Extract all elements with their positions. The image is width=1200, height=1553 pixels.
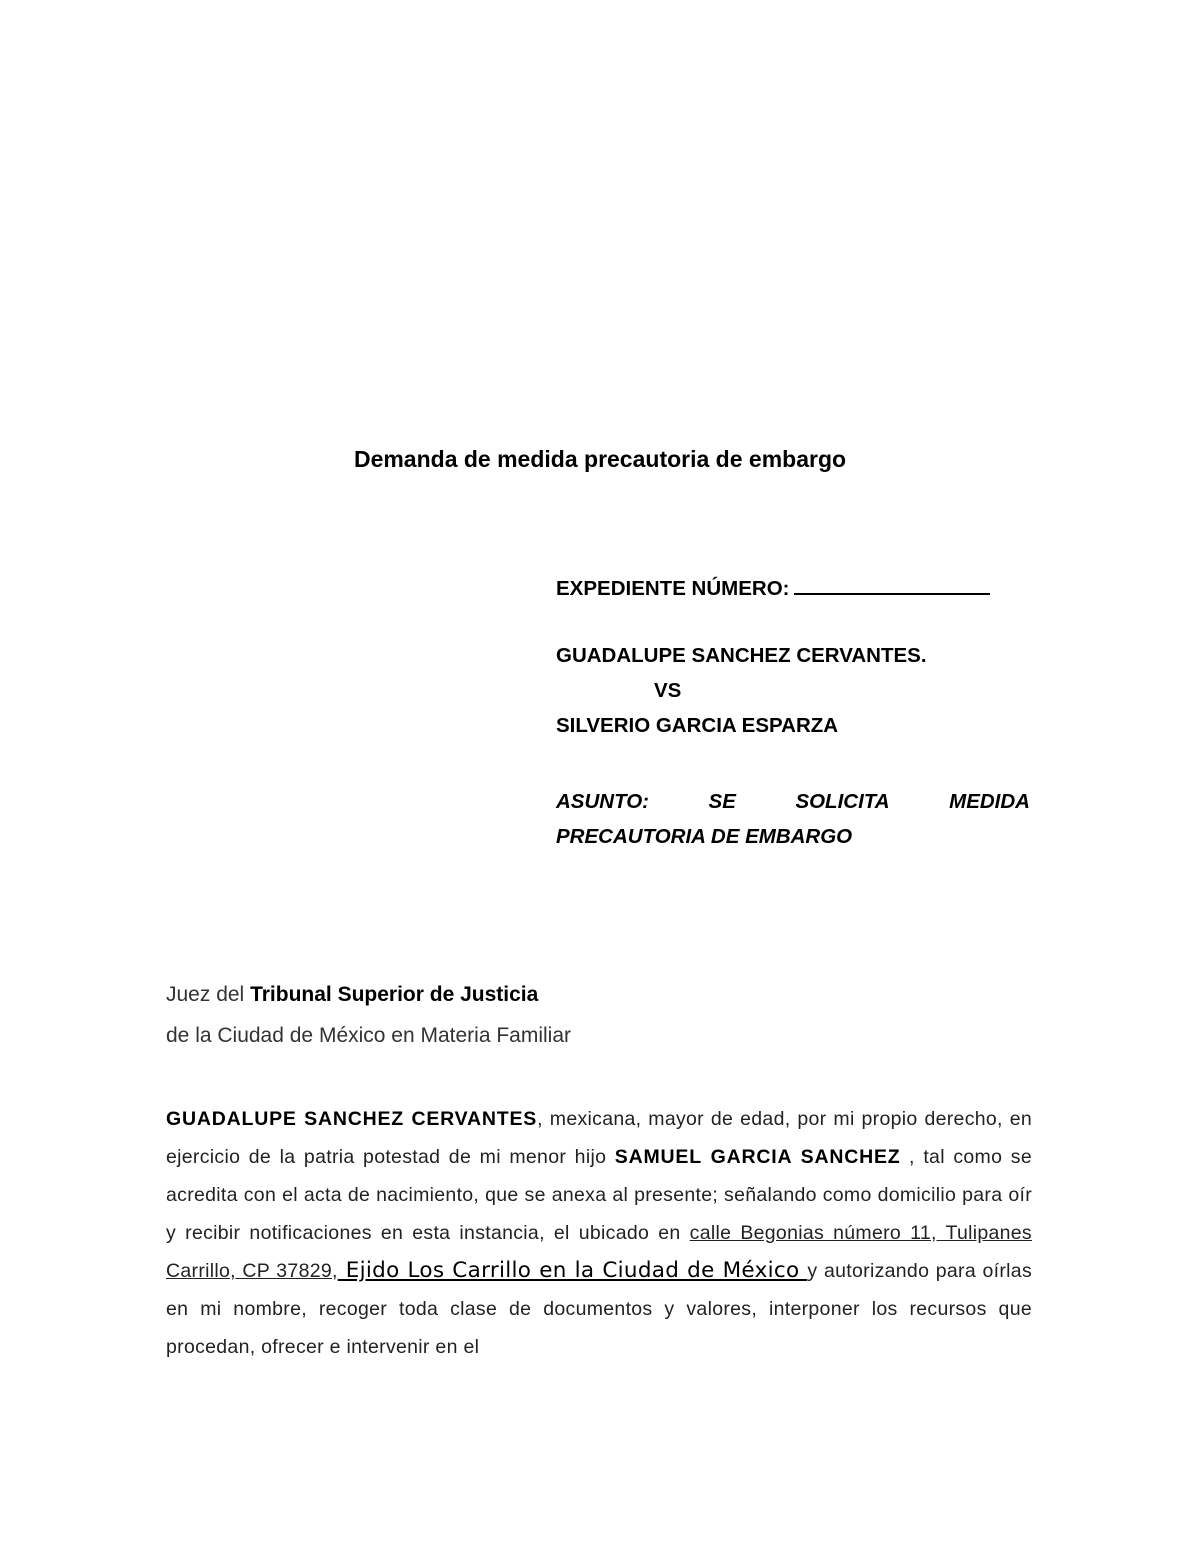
plaintiff-name-body: GUADALUPE SANCHEZ CERVANTES [166,1108,538,1130]
address-underlined: calle Begonias número 11, Tulipanes Carrillo, CP 37829, [166,1222,1032,1282]
plaintiff-name: GUADALUPE SANCHEZ CERVANTES. [556,644,927,667]
expediente-line [556,573,1030,602]
asunto-block [556,784,1030,854]
expediente-label: EXPEDIENTE NÚMERO: [556,577,790,600]
asunto-line-1 [556,784,1030,819]
defendant-name: SILVERIO GARCIA ESPARZA [556,714,839,737]
asunto-line-2: PRECAUTORIA DE EMBARGO [556,825,853,848]
addressee-line-2: de la Ciudad de México en Materia Familiar [166,1024,572,1047]
asunto-word: MEDIDA [949,790,1030,813]
body-paragraph [166,1100,1032,1366]
body-text-1: , mexicana, mayor de edad, por mi propio derecho, en ejercicio de la patria potestad de mi menor hijo [166,1108,1032,1168]
asunto-word: ASUNTO: [556,790,650,813]
minor-name: SAMUEL GARCIA SANCHEZ [614,1146,901,1168]
asunto-word: SE [708,790,736,813]
versus-label: VS [654,679,682,702]
body-text-3: y autorizando para oírlas en mi nombre, recoger toda clase de documentos y valores, interponer los recursos que procedan, ofrecer e intervenir en el [166,1260,1033,1358]
document-title: Demanda de medida precautoria de embargo [353,446,847,472]
addressee-prefix: Juez del [166,983,251,1006]
addressee-line-1 [166,983,538,1007]
body-text-2: , tal como se acredita con el acta de nacimiento, que se anexa al presente; señalando como domicilio para oír y recibir notificaciones en esta instancia, el ubicado en [166,1146,1032,1244]
address-locality: Ejido Los Carrillo en la Ciudad de México [337,1258,808,1283]
asunto-word: SOLICITA [795,790,890,813]
court-name: Tribunal Superior de Justicia [250,983,539,1006]
expediente-blank [794,573,990,595]
